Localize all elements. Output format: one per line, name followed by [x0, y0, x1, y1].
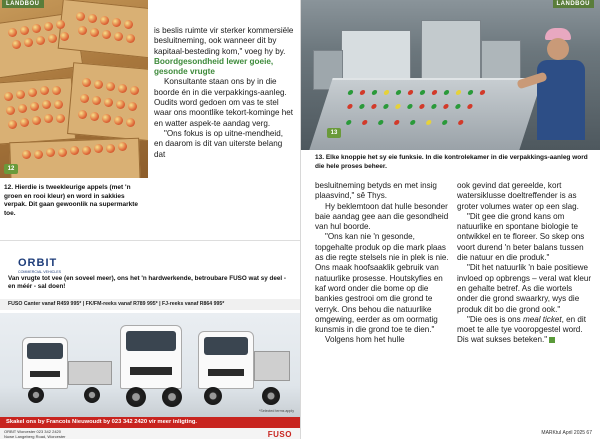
photo-apples-in-crates [0, 0, 148, 178]
fuso-advertisement[interactable] [0, 240, 300, 439]
right-page [300, 0, 600, 439]
photo-number-badge: 12 [4, 164, 18, 174]
section-tag: LANDBOU [2, 0, 44, 8]
truck-fk [116, 321, 206, 413]
worker-figure [523, 28, 593, 150]
article-column-2 [457, 181, 595, 346]
paragraph: "Ons fokus is op uitne-mendheid, en daarom is dit van uiterste belang dat [154, 128, 283, 159]
paragraph [457, 315, 595, 346]
emphasis-text: meal ticket [522, 314, 562, 324]
truck-canter [22, 331, 112, 411]
paragraph: ook gevind dat gereelde, kort watersiklusse doeltreffender is as groter volumes water op een slag. [457, 181, 579, 211]
ad-contacts [0, 428, 300, 439]
ad-disclaimer: *Selected terms apply [259, 409, 294, 413]
logo-subtitle: COMMERCIAL VEHICLES [18, 270, 62, 274]
photo-control-room [301, 0, 600, 150]
paragraph: "Dit gee die grond kans om natuurlike en spontane biologie te ontwikkel en te floreer. So skep ons voort durend 'n beter balans tussen die natuur en die produk." [457, 211, 585, 263]
ad-price-list: FUSO Canter vanaf R459 995* | FK/FM-reeks vanaf R789 995* | FJ-reeks vanaf R864 995* [0, 299, 300, 310]
paragraph: Volgens hom het hulle [325, 335, 405, 345]
photo-number-badge: 13 [327, 128, 341, 138]
photo-caption: 13. Elke knoppie het sy eie funksie. In die kontrolekamer in die verpakkings-aanleg word die hele proses beheer. [315, 154, 588, 170]
page-footer: MARKtuI April 2025 67 [541, 430, 592, 436]
logo-wordmark: ORBIT [18, 257, 58, 269]
paragraph: Hy beklemtoon dat hulle besonder baie aandag gee aan die gesondheid van hul boorde. [315, 201, 449, 232]
paragraph: besluitneming betyds en met insig plaasvind," sê Thys. [315, 181, 437, 201]
text-run: , en dit moet te alle tye vooropgestel word. Dis wat sukses beteken." [457, 314, 586, 345]
contact-line: Nuwe Langeberg Road, Worcester [4, 434, 66, 439]
section-tag: LANDBOU [553, 0, 595, 8]
paragraph: Konsultante staan ons by in die boorde én in die verpakkings-aanleg. Oudits word gedoen om vas te stel waar ons moontlike tekort-kominge het en watter aspek-te aandag verg. [154, 77, 294, 128]
article-column-1 [315, 181, 450, 346]
contact-line: ORBIT Worcester 023 342 2420 [4, 429, 61, 434]
text-run: "Die oes is ons [467, 314, 523, 324]
paragraph: "Ons kan nie 'n gesonde, topgehalte produk op die mark plaas as die regte stelsels nie in plek is nie. Ons maak hoofsaaklik gebruik van natuurlike prosesse. Houtskyfies en kaf word onder die bome op die bankies gestrooi om die grond te verryk. Ons behou die natuurlike omgewing, eerder as om oormatig kunsmis in die grond toe te dien." [315, 232, 449, 335]
subheading: Boordgesondheid lewer goeie, gesonde vrugte [154, 56, 274, 77]
fuso-logo: FUSO [267, 430, 292, 439]
orbit-logo [10, 251, 62, 275]
article-column-left [154, 26, 294, 160]
photo-caption: 12. Hierdie is tweekleurige appels (met 'n groen en rooi kleur) en word in sakkies verpak. Dit gaan gewoonlik na supermarkte toe. [4, 184, 139, 217]
truck-fj [196, 327, 292, 415]
ad-headline: Van vrugte tot vee (en soveel meer), ons het 'n hardwerkende, betroubare FUSO wat sy deel - en méér - sal doen! [8, 275, 286, 290]
paragraph: "Dit het natuurlik 'n baie positiewe invloed op opbrengs – veral wat kleur en gehalte betref. As die wortels onder die grond swaarkry, wys die produk dit bo die grond ook." [457, 263, 592, 314]
end-of-article-icon [549, 337, 555, 343]
ad-call-to-action[interactable]: Skakel ons by Francois Nieuwoudt by 023 342 2420 vir meer inligting. [0, 417, 300, 428]
paragraph: is beslis ruimte vir sterker kommersiële besluitneming, ook wanneer dit by kapitaal-besteding kom," voeg hy by. [154, 26, 294, 56]
truck-photo [0, 313, 300, 417]
